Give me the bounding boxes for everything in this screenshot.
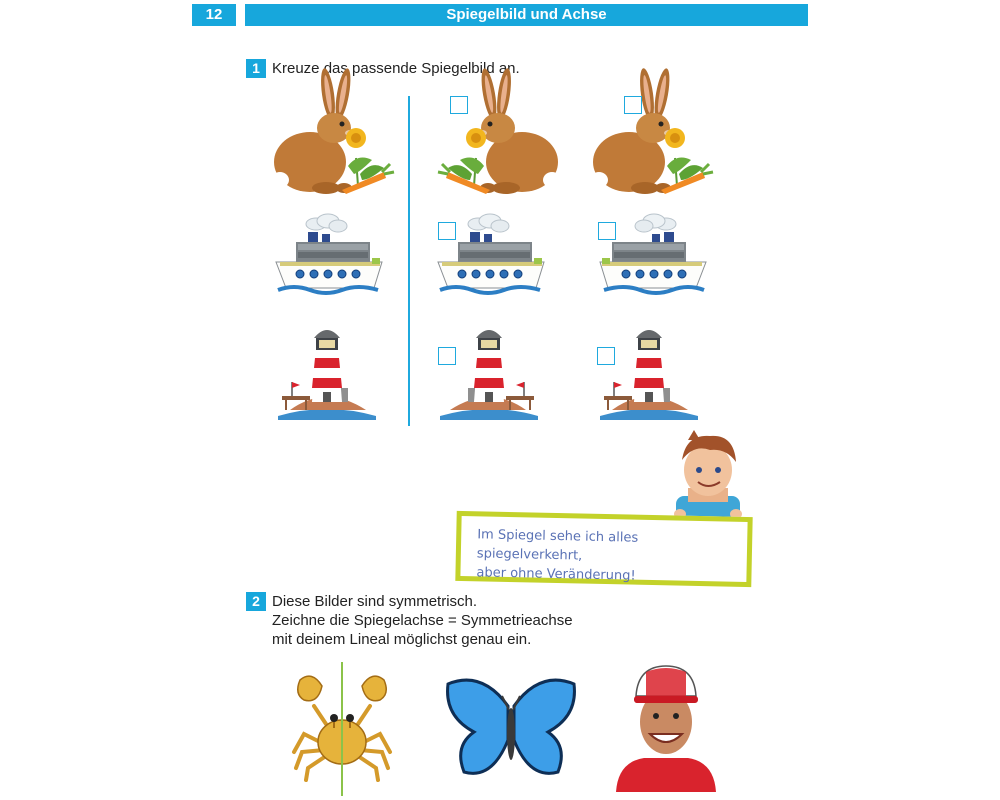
rabbit-icon	[268, 88, 396, 200]
butterfly-icon	[442, 676, 580, 784]
lighthouse-icon	[276, 320, 380, 424]
ship-icon	[274, 218, 386, 298]
symmetry-axis-line	[341, 662, 343, 796]
speech-line-1: Im Spiegel sehe ich alles spiegelverkehrt,	[476, 527, 639, 564]
mirror-line	[408, 96, 410, 426]
checkbox-ship-option-2[interactable]	[598, 222, 616, 240]
boy-icon	[668, 430, 748, 522]
lighthouse-icon	[436, 320, 540, 424]
checkbox-lighthouse-option-2[interactable]	[597, 347, 615, 365]
speech-bubble	[455, 511, 752, 587]
page-number: 12	[192, 4, 236, 26]
checkbox-lighthouse-option-1[interactable]	[438, 347, 456, 365]
checkbox-rabbit-option-2[interactable]	[624, 96, 642, 114]
task-1-instruction: Kreuze das passende Spiegelbild an.	[272, 60, 520, 77]
speech-line-2: aber ohne Veränderung!	[476, 565, 636, 584]
task-2-line-1: Diese Bilder sind symmetrisch.	[272, 593, 478, 610]
lighthouse-icon	[598, 320, 702, 424]
page-title: Spiegelbild und Achse	[245, 4, 808, 26]
checkbox-ship-option-1[interactable]	[438, 222, 456, 240]
task-number-1: 1	[246, 59, 266, 78]
checkbox-rabbit-option-1[interactable]	[450, 96, 468, 114]
task-2-line-2: Zeichne die Spiegelachse = Symmetrieachse	[272, 612, 573, 629]
boy-with-cap-icon	[614, 664, 718, 792]
task-2-line-3: mit deinem Lineal möglichst genau ein.	[272, 631, 532, 648]
rabbit-icon	[587, 88, 715, 200]
task-number-2: 2	[246, 592, 266, 611]
